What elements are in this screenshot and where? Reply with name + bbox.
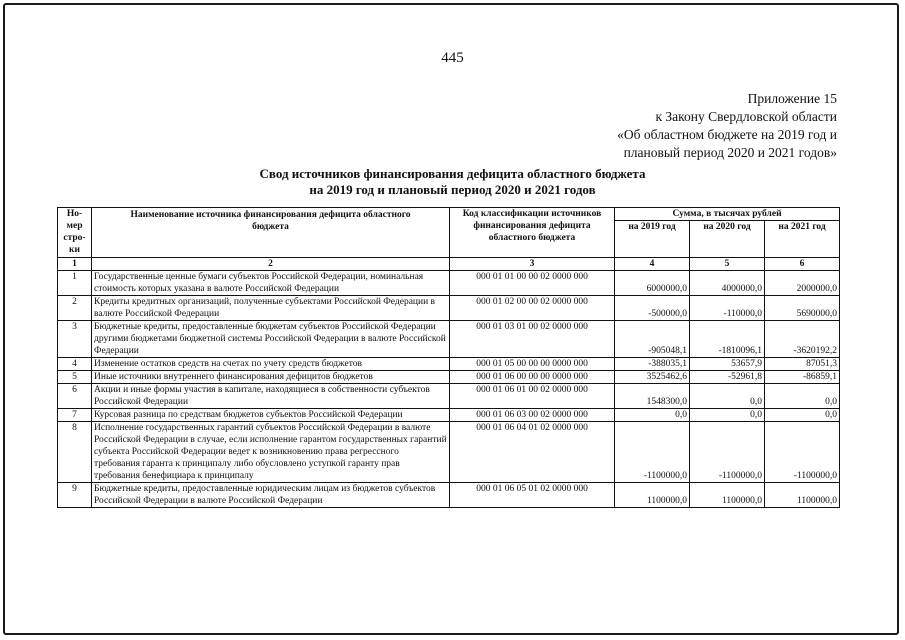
column-index-row (58, 258, 840, 271)
classification-code: 000 01 06 04 01 02 0000 000 (450, 422, 615, 483)
row-number: 6 (58, 384, 92, 409)
document-title (0, 166, 905, 198)
row-number: 1 (58, 271, 92, 296)
source-name: Бюджетные кредиты, предоставленные юридическим лицам из бюджетов субъектов Российской Федерации в валюте Российской Федерации (92, 483, 450, 508)
sum-2021: 1100000,0 (765, 483, 840, 508)
sum-2019: -905048,1 (615, 321, 690, 358)
header-number: Но- мер стро- ки (58, 208, 92, 258)
classification-code: 000 01 06 00 00 00 0000 000 (450, 371, 615, 384)
title-line-2: на 2019 год и плановый период 2020 и 2021 годов (309, 182, 596, 197)
title-line-1: Свод источников финансирования дефицита областного бюджета (259, 166, 646, 181)
sum-2019: -500000,0 (615, 296, 690, 321)
sum-2021: 0,0 (765, 384, 840, 409)
sum-2020: -1810096,1 (690, 321, 765, 358)
classification-code: 000 01 01 00 00 02 0000 000 (450, 271, 615, 296)
sum-2019: 3525462,6 (615, 371, 690, 384)
source-name: Изменение остатков средств на счетах по учету средств бюджетов (92, 358, 450, 371)
column-index: 3 (450, 258, 615, 271)
column-index: 5 (690, 258, 765, 271)
sources-table (57, 207, 840, 508)
table-row (58, 371, 840, 384)
source-name: Исполнение государственных гарантий субъектов Российской Федерации в валюте Российской Федерации в случае, если исполнение гарантом государственных гарантий субъекта Российской Федерации ведет к возникновению права регрессного требования гаранта к принципалу либо обусловлено уступкой гаранту прав требования бенефициара к принципалу (92, 422, 450, 483)
sum-2020: -110000,0 (690, 296, 765, 321)
sum-2019: 6000000,0 (615, 271, 690, 296)
row-number: 4 (58, 358, 92, 371)
sum-2021: -86859,1 (765, 371, 840, 384)
source-name: Государственные ценные бумаги субъектов Российской Федерации, номинальная стоимость которых указана в валюте Российской Федерации (92, 271, 450, 296)
source-name: Бюджетные кредиты, предоставленные бюджетам субъектов Российской Федерации другими бюджетами бюджетной системы Российской Федерации в валюте Российской Федерации (92, 321, 450, 358)
source-name: Иные источники внутреннего финансирования дефицитов бюджетов (92, 371, 450, 384)
sum-2019: 1100000,0 (615, 483, 690, 508)
sum-2021: -1100000,0 (765, 422, 840, 483)
column-index: 2 (92, 258, 450, 271)
table-row (58, 321, 840, 358)
table-row (58, 296, 840, 321)
sum-2020: -1100000,0 (690, 422, 765, 483)
header-code: Код классификации источников финансирования дефицита областного бюджета (450, 208, 615, 258)
row-number: 8 (58, 422, 92, 483)
appendix-note (617, 90, 837, 162)
sum-2019: -1100000,0 (615, 422, 690, 483)
table-row (58, 483, 840, 508)
appendix-line: Приложение 15 (747, 91, 837, 106)
sum-2021: 5690000,0 (765, 296, 840, 321)
header-row (58, 208, 840, 221)
appendix-line: «Об областном бюджете на 2019 год и (617, 127, 837, 142)
sum-2020: 4000000,0 (690, 271, 765, 296)
table-row (58, 422, 840, 483)
appendix-line: плановый период 2020 и 2021 годов» (623, 145, 837, 160)
header-year-2020: на 2020 год (690, 221, 765, 258)
sum-2019: -388035,1 (615, 358, 690, 371)
row-number: 5 (58, 371, 92, 384)
table-row (58, 271, 840, 296)
sum-2021: -3620192,2 (765, 321, 840, 358)
classification-code: 000 01 02 00 00 02 0000 000 (450, 296, 615, 321)
source-name: Курсовая разница по средствам бюджетов субъектов Российской Федерации (92, 409, 450, 422)
header-name: Наименование источника финансирования дефицита областного бюджета (92, 208, 450, 258)
row-number: 3 (58, 321, 92, 358)
appendix-line: к Закону Свердловской области (655, 109, 837, 124)
header-year-2019: на 2019 год (615, 221, 690, 258)
source-name: Акции и иные формы участия в капитале, находящиеся в собственности субъектов Российской Федерации (92, 384, 450, 409)
sum-2019: 0,0 (615, 409, 690, 422)
classification-code: 000 01 06 05 01 02 0000 000 (450, 483, 615, 508)
classification-code: 000 01 06 01 00 02 0000 000 (450, 384, 615, 409)
page-number: 445 (441, 50, 464, 66)
sum-2020: 1100000,0 (690, 483, 765, 508)
sum-2021: 0,0 (765, 409, 840, 422)
header-year-2021: на 2021 год (765, 221, 840, 258)
sum-2020: -52961,8 (690, 371, 765, 384)
sum-2020: 0,0 (690, 384, 765, 409)
column-index: 1 (58, 258, 92, 271)
sum-2019: 1548300,0 (615, 384, 690, 409)
sum-2020: 0,0 (690, 409, 765, 422)
row-number: 7 (58, 409, 92, 422)
table-row (58, 358, 840, 371)
row-number: 2 (58, 296, 92, 321)
classification-code: 000 01 03 01 00 02 0000 000 (450, 321, 615, 358)
header-sum: Сумма, в тысячах рублей (615, 208, 840, 221)
table-row (58, 409, 840, 422)
classification-code: 000 01 05 00 00 00 0000 000 (450, 358, 615, 371)
table-row (58, 384, 840, 409)
source-name: Кредиты кредитных организаций, полученные субъектами Российской Федерации в валюте Российской Федерации (92, 296, 450, 321)
sum-2020: 53657,9 (690, 358, 765, 371)
sum-2021: 2000000,0 (765, 271, 840, 296)
column-index: 6 (765, 258, 840, 271)
classification-code: 000 01 06 03 00 02 0000 000 (450, 409, 615, 422)
row-number: 9 (58, 483, 92, 508)
sum-2021: 87051,3 (765, 358, 840, 371)
column-index: 4 (615, 258, 690, 271)
